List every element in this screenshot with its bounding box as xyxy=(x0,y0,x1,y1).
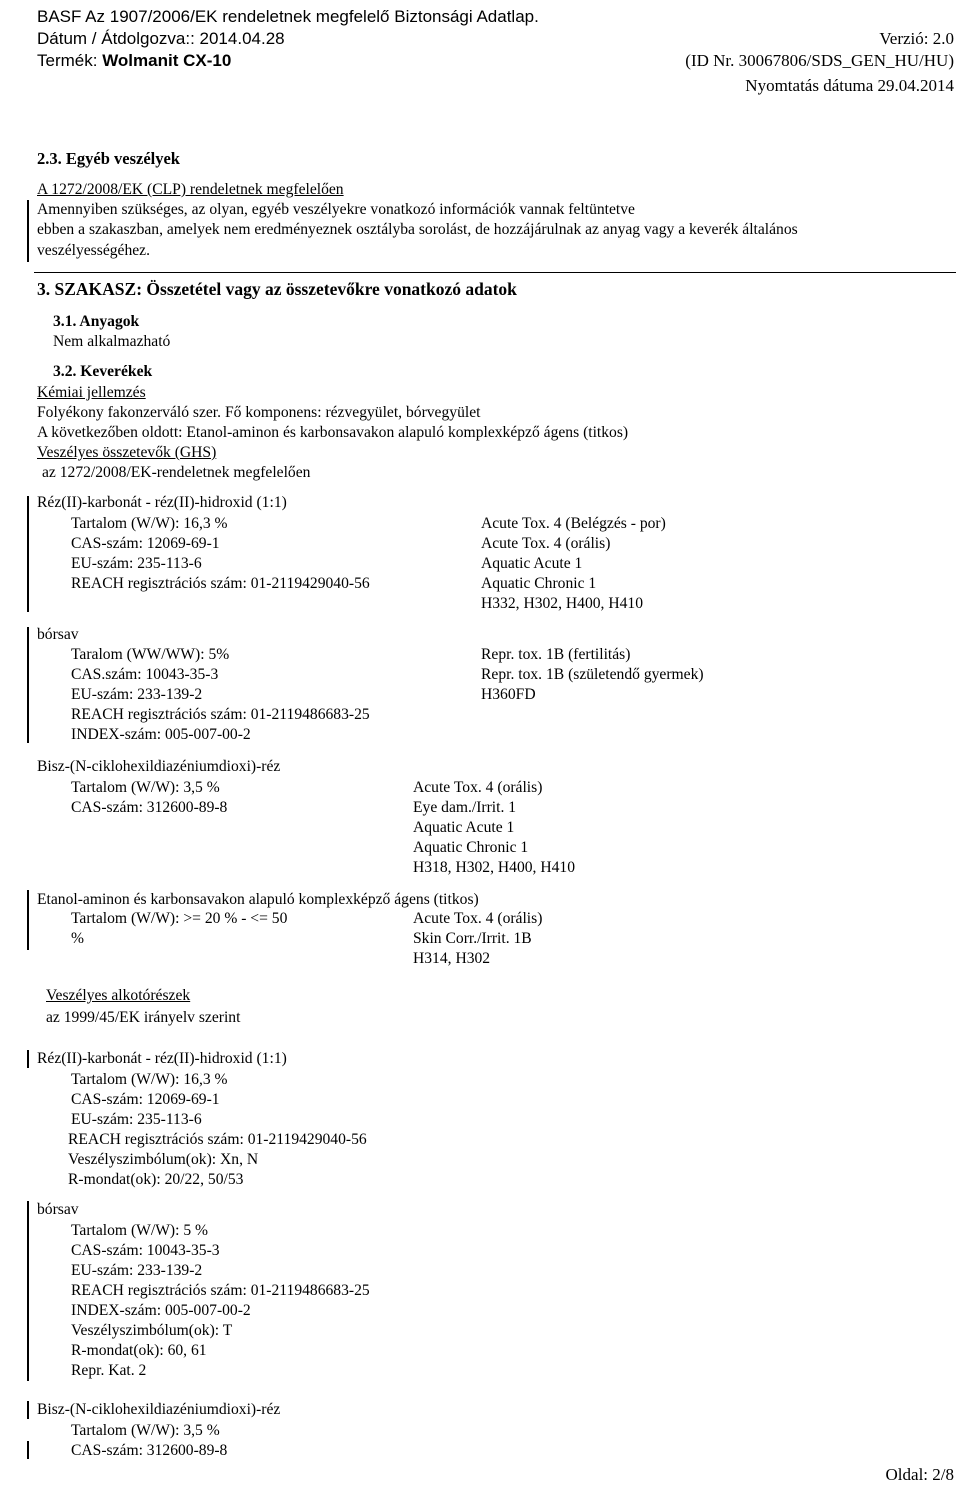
revision-bar xyxy=(27,1401,29,1419)
dsd-heading: Veszélyes alkotórészek xyxy=(46,987,191,1004)
dsd-component-detail: Tartalom (W/W): 5 % xyxy=(71,1222,209,1239)
ghs-classification: Eye dam./Irrit. 1 xyxy=(413,799,517,816)
ghs-classification: Acute Tox. 4 (Belégzés - por) xyxy=(481,515,666,532)
clp-heading: A 1272/2008/EK (CLP) rendeletnek megfelelően xyxy=(37,181,344,198)
dsd-component-detail: Repr. Kat. 2 xyxy=(71,1362,147,1379)
ghs-component-detail: Taralom (WW/WW): 5% xyxy=(71,646,230,663)
dsd-component-detail: R-mondat(ok): 60, 61 xyxy=(71,1342,207,1359)
dsd-component-detail: R-mondat(ok): 20/22, 50/53 xyxy=(68,1171,244,1188)
dsd-component-detail: CAS-szám: 10043-35-3 xyxy=(71,1242,220,1259)
dsd-component-detail: EU-szám: 233-139-2 xyxy=(71,1262,203,1279)
dsd-subheading: az 1999/45/EK irányelv szerint xyxy=(46,1009,241,1026)
ghs-classification: H360FD xyxy=(481,686,536,703)
ghs-component-name: Etanol-aminon és karbonsavakon alapuló komplexképző ágens (titkos) xyxy=(37,891,479,908)
revision-bar xyxy=(27,200,29,262)
ghs-component-detail: EU-szám: 235-113-6 xyxy=(71,555,202,572)
ghs-component-detail: % xyxy=(71,930,84,947)
mixture-description-1 xyxy=(37,403,480,423)
dsd-component-name: Réz(II)-karbonát - réz(II)-hidroxid (1:1) xyxy=(37,1050,287,1067)
dsd-component-detail: Tartalom (W/W): 16,3 % xyxy=(71,1071,228,1088)
ghs-subheading: az 1272/2008/EK-rendeletnek megfelelően xyxy=(42,464,311,481)
ghs-component-detail: EU-szám: 233-139-2 xyxy=(71,686,203,703)
section-2-3-heading: 2.3. Egyéb veszélyek xyxy=(37,149,180,168)
dsd-component-detail: EU-szám: 235-113-6 xyxy=(71,1111,202,1128)
section-divider xyxy=(34,272,956,273)
product-label: Termék: xyxy=(37,51,103,70)
ghs-classification: H318, H302, H400, H410 xyxy=(413,859,575,876)
ghs-classification: Repr. tox. 1B (fertilitás) xyxy=(481,646,631,663)
revision-bar xyxy=(27,627,29,743)
ghs-classification: Aquatic Acute 1 xyxy=(481,555,583,572)
ghs-heading: Veszélyes összetevők (GHS) xyxy=(37,444,217,461)
revision-bar xyxy=(27,1441,29,1459)
ghs-classification: Aquatic Chronic 1 xyxy=(481,575,597,592)
section-3-heading: 3. SZAKASZ: Összetétel vagy az összetevőkre vonatkozó adatok xyxy=(37,279,517,299)
ghs-classification: Skin Corr./Irrit. 1B xyxy=(413,930,532,947)
ghs-component-name: bórsav xyxy=(37,626,79,643)
ghs-component-detail: Tartalom (W/W): >= 20 % - <= 50 xyxy=(71,910,288,927)
section-3-1-heading: 3.1. Anyagok xyxy=(53,313,140,330)
dsd-component-detail: REACH regisztrációs szám: 01-2119486683-25 xyxy=(71,1282,370,1299)
id-number: (ID Nr. 30067806/SDS_GEN_HU/HU) xyxy=(685,51,954,70)
dsd-component-name: bórsav xyxy=(37,1201,79,1218)
ghs-component-detail: CAS.szám: 10043-35-3 xyxy=(71,666,219,683)
dsd-component-detail: CAS-szám: 312600-89-8 xyxy=(71,1442,228,1459)
print-date: Nyomtatás dátuma 29.04.2014 xyxy=(745,76,954,95)
revision-bar xyxy=(27,1050,29,1068)
ghs-component-detail: INDEX-szám: 005-007-00-2 xyxy=(71,726,251,743)
dsd-component-detail: REACH regisztrációs szám: 01-2119429040-56 xyxy=(68,1131,367,1148)
dsd-component-detail: INDEX-szám: 005-007-00-2 xyxy=(71,1302,251,1319)
ghs-component-detail: REACH regisztrációs szám: 01-2119429040-56 xyxy=(71,575,370,592)
revision-date: Dátum / Átdolgozva:: 2014.04.28 xyxy=(37,29,285,48)
ghs-component-detail: Tartalom (W/W): 16,3 % xyxy=(71,515,228,532)
ghs-component-detail: CAS-szám: 312600-89-8 xyxy=(71,799,228,816)
dsd-component-detail: Tartalom (W/W): 3,5 % xyxy=(71,1422,220,1439)
ghs-component-detail: Tartalom (W/W): 3,5 % xyxy=(71,779,220,796)
dsd-component-detail: Veszélyszimbólum(ok): Xn, N xyxy=(68,1151,259,1168)
revision-bar xyxy=(27,496,29,612)
other-hazards-text-2: ebben a szakaszban, amelyek nem eredményeznek osztályba sorolást, de hozzájárulnak az anyag vagy a keverék általános xyxy=(37,221,798,238)
section-3-1-text: Nem alkalmazható xyxy=(53,333,171,350)
ghs-classification: Repr. tox. 1B (születendő gyermek) xyxy=(481,666,704,683)
mixture-description-1a: Folyékony fakonzerváló szer. xyxy=(37,404,222,421)
version-label: Verzió: 2.0 xyxy=(879,29,954,48)
ghs-classification: H332, H302, H400, H410 xyxy=(481,595,643,612)
ghs-classification: Acute Tox. 4 (orális) xyxy=(481,535,611,552)
ghs-classification: Acute Tox. 4 (orális) xyxy=(413,910,543,927)
ghs-component-name: Bisz-(N-ciklohexildiazéniumdioxi)-réz xyxy=(37,758,281,775)
ghs-component-detail: CAS-szám: 12069-69-1 xyxy=(71,535,220,552)
ghs-classification: Aquatic Chronic 1 xyxy=(413,839,529,856)
revision-bar xyxy=(27,890,29,950)
document-header-title: BASF Az 1907/2006/EK rendeletnek megfelelő Biztonsági Adatlap. xyxy=(37,7,539,26)
ghs-classification: H314, H302 xyxy=(413,950,491,967)
dsd-component-detail: Veszélyszimbólum(ok): T xyxy=(71,1322,233,1339)
mixture-description-1b: Fő komponens: rézvegyület, bórvegyület xyxy=(221,404,481,421)
mixture-description-2: A következőben oldott: Etanol-aminon és karbonsavakon alapuló komplexképző ágens (titkos) xyxy=(37,424,629,441)
ghs-component-name: Réz(II)-karbonát - réz(II)-hidroxid (1:1) xyxy=(37,494,287,511)
ghs-classification: Acute Tox. 4 (orális) xyxy=(413,779,543,796)
product-line xyxy=(37,50,231,71)
dsd-component-name: Bisz-(N-ciklohexildiazéniumdioxi)-réz xyxy=(37,1401,281,1418)
section-3-2-heading: 3.2. Keverékek xyxy=(53,363,153,380)
revision-bar xyxy=(27,1201,29,1381)
other-hazards-text-1: Amennyiben szükséges, az olyan, egyéb veszélyekre vonatkozó információk vannak feltüntetve xyxy=(37,201,635,218)
ghs-component-detail: REACH regisztrációs szám: 01-2119486683-25 xyxy=(71,706,370,723)
chemical-characterization-heading: Kémiai jellemzés xyxy=(37,384,146,401)
product-name: Wolmanit CX-10 xyxy=(102,51,232,70)
page-number: Oldal: 2/8 xyxy=(885,1465,954,1484)
ghs-classification: Aquatic Acute 1 xyxy=(413,819,515,836)
other-hazards-text-3: veszélyességéhez. xyxy=(37,242,150,259)
dsd-component-detail: CAS-szám: 12069-69-1 xyxy=(71,1091,220,1108)
